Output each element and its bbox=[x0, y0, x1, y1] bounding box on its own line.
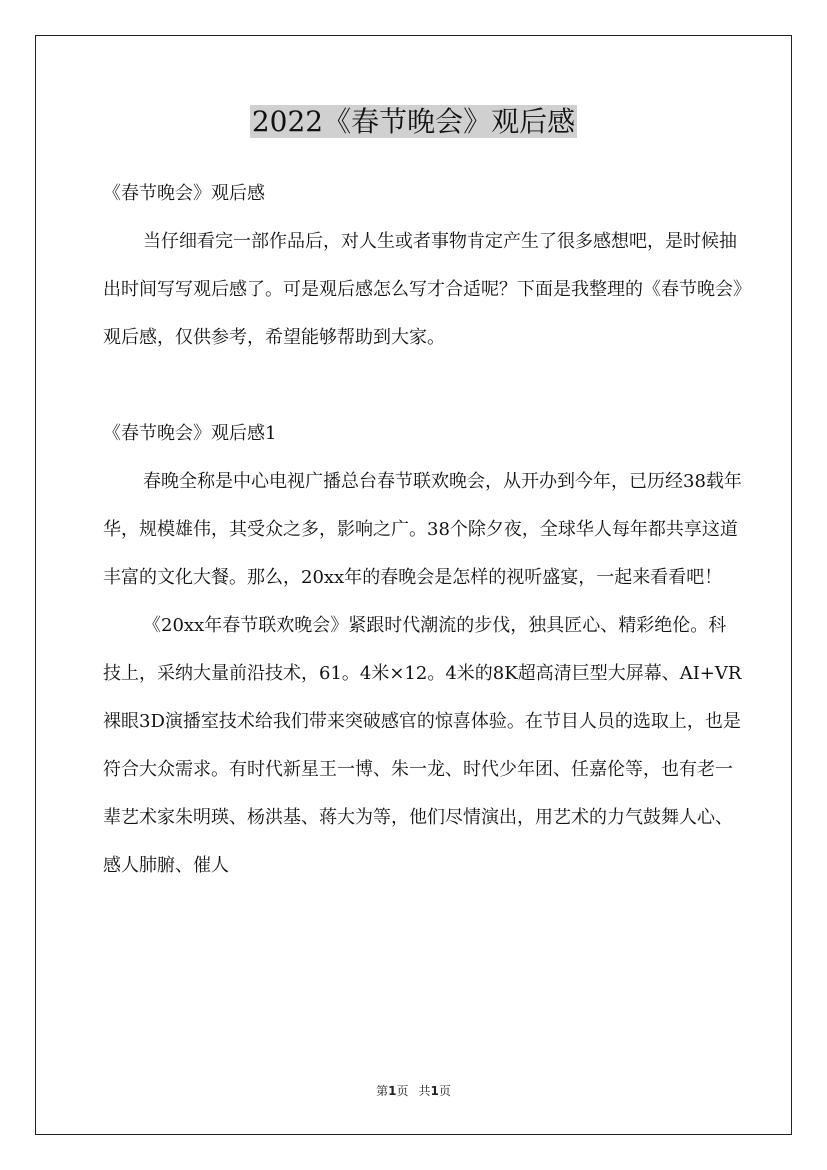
page-footer bbox=[0, 1082, 827, 1099]
section-heading: 《春节晚会》观后感1 bbox=[103, 423, 277, 444]
footer-total-number: 1 bbox=[430, 1084, 439, 1098]
footer-total-suffix: 页 bbox=[438, 1084, 451, 1098]
footer-total-prefix: 共 bbox=[418, 1084, 431, 1098]
intro-paragraph: 当仔细看完一部作品后，对人生或者事物肯定产生了很多感想吧，是时候抽出时间写写观后感了。可是观后感怎么写才合适呢？下面是我整理的《春节晚会》观后感，仅供参考，希望能够帮助到大家。 bbox=[103, 231, 742, 348]
document-subtitle: 《春节晚会》观后感 bbox=[103, 183, 265, 204]
paragraph-spacer bbox=[103, 362, 743, 410]
document-title-block bbox=[0, 100, 827, 144]
footer-page-number: 1 bbox=[388, 1084, 397, 1098]
body-paragraph-2: 《20xx年春节联欢晚会》紧跟时代潮流的步伐，独具匠心、精彩绝伦。科技上，采纳大量前沿技术，61。4米×12。4米的8K超高清巨型大屏幕、AI+VR裸眼3D演播室技术给我们带来突破感官的惊喜体验。在节目人员的选取上，也是符合大众需求。有时代新星王一博、朱一龙、时代少年团、任嘉伦等，也有老一辈艺术家朱明瑛、杨洪基、蒋大为等，他们尽情演出，用艺术的力气鼓舞人心、感人肺腑、催人 bbox=[103, 615, 742, 876]
document-title: 2022《春节晚会》观后感 bbox=[251, 105, 576, 138]
body-paragraph-1: 春晚全称是中心电视广播总台春节联欢晚会，从开办到今年，已历经38载年华，规模雄伟，其受众之多，影响之广。38个除夕夜，全球华人每年都共享这道丰富的文化大餐。那么，20xx年的春晚会是怎样的视听盛宴，一起来看看吧！ bbox=[103, 471, 742, 588]
footer-page-suffix: 页 bbox=[396, 1084, 409, 1098]
document-body bbox=[103, 170, 743, 890]
footer-page-prefix: 第 bbox=[376, 1084, 389, 1098]
